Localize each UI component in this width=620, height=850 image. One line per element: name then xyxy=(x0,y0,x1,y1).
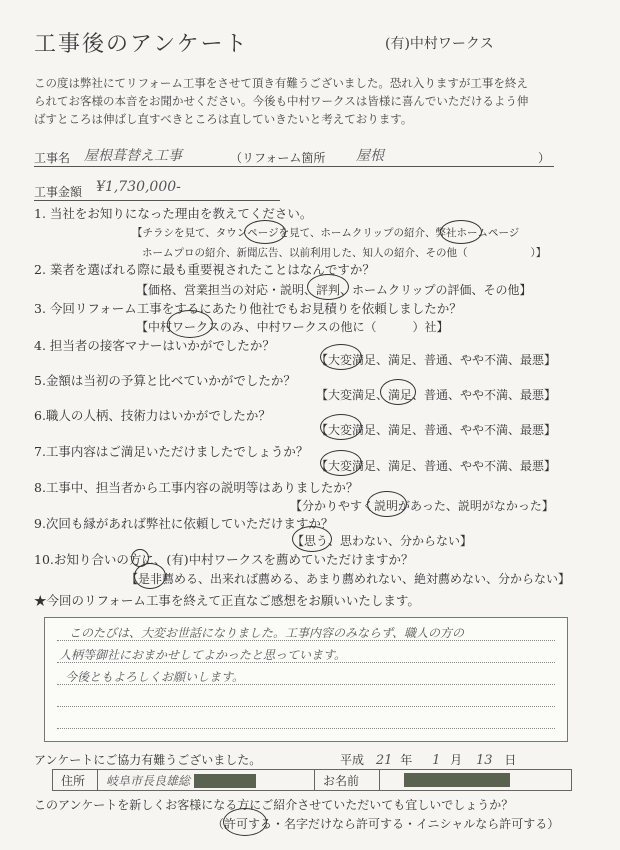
redaction-bar xyxy=(194,774,256,788)
q6-selected-mark[interactable] xyxy=(320,414,362,440)
question-9: 9.次回も縁があれば弊社に依頼していただけますか？ xyxy=(34,516,334,531)
intro-text xyxy=(34,74,528,128)
comment-rule xyxy=(57,706,555,707)
q10-company-mark xyxy=(131,549,149,567)
page-title: 工事後のアンケート xyxy=(34,32,249,57)
work-name-value[interactable]: 屋根葺替え工事 xyxy=(84,148,182,164)
address-value: 岐阜市長良雄総 xyxy=(106,773,191,788)
reform-place-value[interactable]: 屋根 xyxy=(356,148,384,164)
company-name: (有)中村ワークス xyxy=(385,36,494,52)
q7-options: 【大変満足、満足、普通、やや不満、最悪】 xyxy=(316,459,557,473)
q1-options-line2: ホームプロの紹介、新聞広告、以前利用した、知人の紹介、その他（ ）】 xyxy=(142,247,547,259)
q8-selected-mark[interactable] xyxy=(367,491,407,517)
q5-options: 【大変満足、満足、普通、やや不満、最悪】 xyxy=(316,388,557,402)
permission-selected-mark[interactable] xyxy=(223,808,267,836)
comment-rule xyxy=(57,728,555,729)
reform-place-close: ） xyxy=(538,151,551,165)
q9-options: 【思う、思わない、分からない】 xyxy=(292,534,473,548)
day-value[interactable]: 13 xyxy=(476,753,493,768)
comments-box[interactable] xyxy=(44,617,568,742)
q3-options: 【中村ワークスのみ、中村ワークスの他に（ ）社】 xyxy=(136,320,449,334)
q4-options: 【大変満足、満足、普通、やや不満、最悪】 xyxy=(316,353,557,367)
question-4: 4. 担当者の接客マナーはいかがでしたか？ xyxy=(34,338,275,353)
q2-selected-mark[interactable] xyxy=(307,274,349,300)
q9-selected-mark[interactable] xyxy=(292,526,332,552)
reform-place-label: （リフォーム箇所 xyxy=(230,151,326,165)
month-value[interactable]: 1 xyxy=(432,753,441,768)
question-1: 1. 当社をお知りになった理由を教えてください。 xyxy=(34,206,313,221)
name-label: お名前 xyxy=(315,770,380,791)
name-field[interactable] xyxy=(380,770,572,791)
permission-question: このアンケートを新しくお客様になる方にご紹介させていただいても宜しいでしょうか？ xyxy=(34,798,514,812)
question-8: 8.工事中、担当者から工事内容の説明等はありましたか？ xyxy=(34,480,359,495)
day-label: 日 xyxy=(504,753,517,767)
q1-selected-mark[interactable] xyxy=(244,220,286,244)
year-label: 年 xyxy=(400,753,413,767)
comment-line: 今後ともよろしくお願いします。 xyxy=(65,670,245,684)
thanks-text: アンケートにご協力有難うございました。 xyxy=(34,753,262,767)
intro-line: この度は弊社にてリフォーム工事をさせて頂き有難うございました。恐れ入りますが工事を終え xyxy=(34,76,528,90)
intro-line: られてお客様の本音をお聞かせください。今後も中村ワークスは皆様に喜んでいただけるよう伸 xyxy=(34,94,529,108)
question-10: 10.お知り合いの方に、(有)中村ワークスを薦めていただけますか？ xyxy=(34,552,414,567)
permission-options: （許可する・名字だけなら許可する・イニシャルなら許可する） xyxy=(212,817,560,831)
question-7: 7.工事内容はご満足いただけましたでしょうか？ xyxy=(34,444,309,459)
month-label: 月 xyxy=(450,753,463,767)
q5-selected-mark[interactable] xyxy=(380,379,416,405)
question-5: 5.金額は当初の予算と比べていかがでしたか？ xyxy=(34,373,296,388)
comment-line: 人柄等御社におまかせしてよかったと思っています。 xyxy=(59,648,347,662)
address-label: 住所 xyxy=(53,770,98,791)
redaction-bar xyxy=(404,773,510,787)
q1-selected-mark-2[interactable] xyxy=(440,220,482,244)
address-field[interactable] xyxy=(98,770,315,791)
era-label: 平成 xyxy=(340,753,365,767)
work-name-label: 工事名 xyxy=(34,151,71,165)
year-value[interactable]: 21 xyxy=(375,753,393,768)
q1-options-line1: 【チラシを見て、タウンページを見て、ホームクリップの紹介、弊社ホームページ xyxy=(132,227,520,239)
question-6: 6.職人の人柄、技術力はいかがでしたか？ xyxy=(34,408,271,423)
amount-value[interactable]: ¥1,730,000- xyxy=(96,179,181,195)
q2-options: 【価格、営業担当の対応・説明、評判、ホームクリップの評価、その他】 xyxy=(136,283,532,297)
q3-selected-mark[interactable] xyxy=(167,310,213,338)
question-3: 3. 今回リフォーム工事をするにあたり他社でもお見積りを依頼しましたか？ xyxy=(34,301,462,316)
comment-line: このたびは、大変お世話になりました。工事内容のみならず、職人の方の xyxy=(69,626,465,640)
amount-row xyxy=(34,180,280,201)
q8-options: 【分かりやすく説明があった、説明がなかった】 xyxy=(290,499,554,513)
q4-selected-mark[interactable] xyxy=(320,344,362,370)
q7-selected-mark[interactable] xyxy=(320,450,362,476)
date-row xyxy=(340,751,516,768)
q6-options: 【大変満足、満足、普通、やや不満、最悪】 xyxy=(316,423,557,437)
q10-options: 【是非薦める、出来れば薦める、あまり薦めれない、絶対薦めない、分からない】 xyxy=(126,572,571,586)
amount-label: 工事金額 xyxy=(34,185,83,199)
work-name-row xyxy=(34,146,554,167)
intro-line: ばすところは伸ばし直すべきところは直していきたいと考えております。 xyxy=(34,112,413,126)
question-2: 2. 業者を選ばれる際に最も重要視されたことはなんですか？ xyxy=(34,262,375,277)
customer-info-table xyxy=(52,769,572,791)
comments-prompt: ★今回のリフォーム工事を終えて正直なご感想をお願いいたします。 xyxy=(34,593,420,608)
